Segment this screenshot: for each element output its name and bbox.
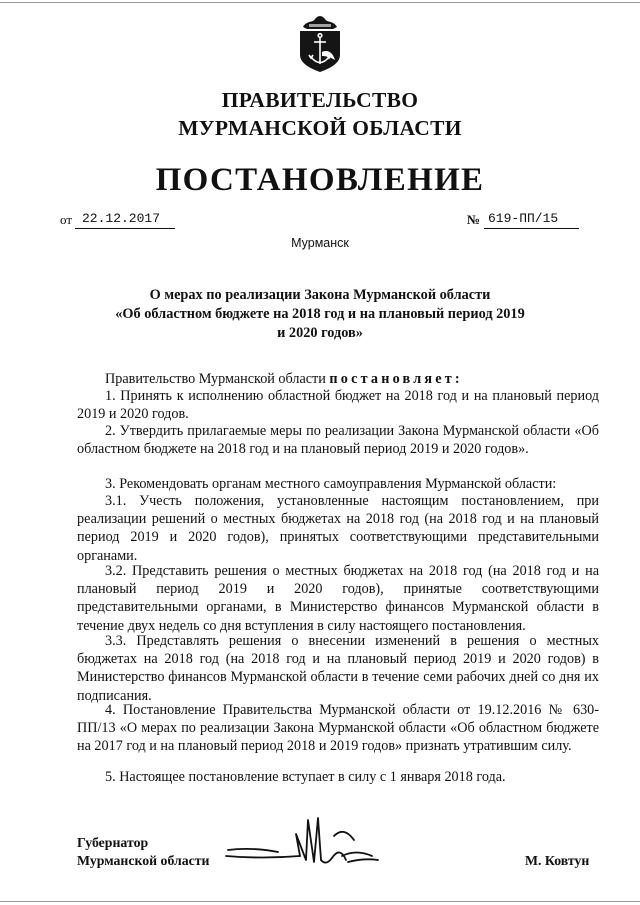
handwritten-signature bbox=[222, 810, 422, 876]
clause-3-1: 3.1. Учесть положения, установленные настоящим постановлением, при реализации решений о местных бюджетах на 2018 год (на 2018 год и на плановый период 2019 и 2020 годов), принятых соответствующими представительными органами. bbox=[77, 493, 599, 564]
clause-3-3: 3.3. Представлять решения о внесении изменений в решения о местных бюджетах на 2018 год (на 2018 год и на плановый период 2019 и 2020 годов) в Министерство финансов Мурманской области в течение семи рабочих дней со дня их подписания. bbox=[77, 633, 599, 704]
clause-5: 5. Настоящее постановление вступает в силу с 1 января 2018 года. bbox=[105, 769, 506, 785]
org-name-line2: МУРМАНСКОЙ ОБЛАСТИ bbox=[178, 116, 462, 140]
clause-3-2: 3.2. Представить решения о местных бюджетах на 2018 год (на 2018 год и на плановый период 2019 и 2020 годов), принятые соответствующими представительными органами, в Министерство финансов Мурманской области в течение двух недель со дня вступления в силу настоящего постановления. bbox=[77, 563, 599, 634]
document-title-line3: и 2020 годов» bbox=[277, 325, 363, 341]
clause-1: 1. Принять к исполнению областной бюджет на 2018 год и на плановый период 2019 и 2020 годов. bbox=[77, 388, 599, 423]
document-number: 619-ПП/15 bbox=[488, 211, 559, 226]
number-prefix: № bbox=[467, 212, 481, 227]
scan-edge-top bbox=[0, 2, 640, 3]
date-prefix: от bbox=[60, 212, 73, 227]
scan-edge-bottom bbox=[0, 901, 640, 902]
city-name: Мурманск bbox=[291, 236, 349, 250]
org-name-line1: ПРАВИТЕЛЬСТВО bbox=[221, 88, 419, 112]
signatory-position-line1: Губернатор bbox=[77, 835, 149, 850]
document-type-heading: ПОСТАНОВЛЕНИЕ bbox=[155, 162, 485, 198]
number-underline bbox=[484, 228, 579, 229]
intro-lead-text: Правительство Мурманской области bbox=[105, 371, 326, 387]
intro-paragraph bbox=[77, 370, 599, 388]
signatory-name: М. Ковтун bbox=[525, 853, 590, 868]
clause-3: 3. Рекомендовать органам местного самоуправления Мурманской области: bbox=[105, 476, 557, 492]
document-title-line1: О мерах по реализации Закона Мурманской области bbox=[149, 287, 491, 303]
date-underline bbox=[75, 228, 175, 229]
document-date: 22.12.2017 bbox=[82, 211, 161, 226]
clause-2: 2. Утвердить прилагаемые меры по реализации Закона Мурманской области «Об областном бюджете на 2018 год и на плановый период 2019 и 2020 годов». bbox=[77, 423, 599, 458]
signatory-position-line2: Мурманской области bbox=[77, 853, 210, 868]
clause-4: 4. Постановление Правительства Мурманской области от 19.12.2016 № 630-ПП/13 «О мерах по реализации Закона Мурманской области «Об областном бюджете на 2017 год и на плановый период 2018 и 2019 годов» признать утратившим силу. bbox=[77, 702, 599, 755]
coat-of-arms-emblem bbox=[295, 15, 345, 73]
document-title-line2: «Об областном бюджете на 2018 год и на плановый период 2019 bbox=[115, 306, 525, 322]
decree-word: постановляет: bbox=[329, 371, 463, 387]
